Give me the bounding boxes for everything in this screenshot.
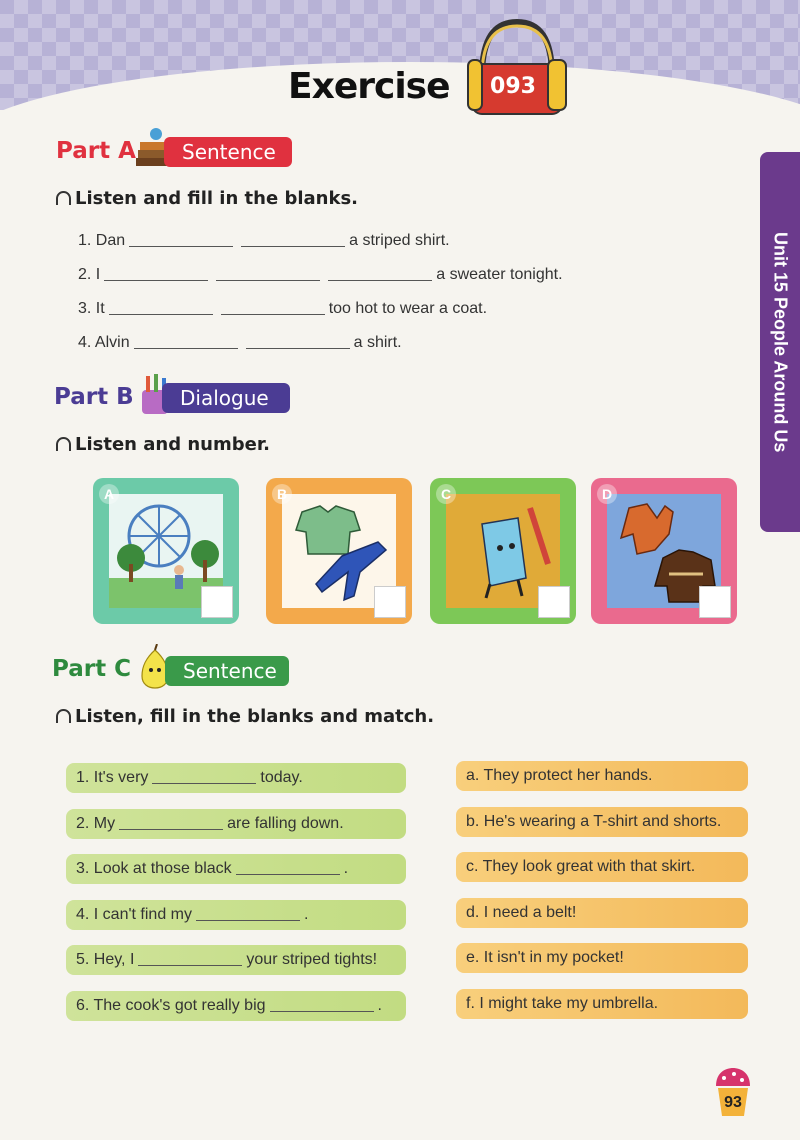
item-text: 2. My	[76, 815, 116, 832]
answer-blank[interactable]	[134, 334, 238, 349]
number-answer-box[interactable]	[374, 586, 406, 618]
part-c-left-6	[66, 991, 406, 1021]
picture-letter: A	[99, 484, 119, 504]
part-c-instruction-text: Listen, fill in the blanks and match.	[75, 706, 435, 727]
part-c-left-2	[66, 809, 406, 839]
answer-blank[interactable]	[109, 300, 213, 315]
item-text: 2. I	[78, 266, 101, 283]
picture-d	[591, 478, 737, 624]
item-text: .	[343, 860, 349, 877]
exercise-title: Exercise	[288, 66, 450, 107]
part-a-item-4	[78, 334, 402, 352]
exercise-number-badge-icon	[462, 16, 572, 116]
part-c-label: Part C	[52, 656, 131, 682]
answer-blank[interactable]	[270, 997, 374, 1012]
answer-blank[interactable]	[221, 300, 325, 315]
answer-blank[interactable]	[246, 334, 350, 349]
part-c-instruction	[56, 706, 434, 727]
part-b-instruction-text: Listen and number.	[75, 434, 270, 455]
part-a-tag: Sentence	[164, 137, 292, 167]
item-text: 1. Dan	[78, 232, 126, 249]
part-c-left-1	[66, 763, 406, 793]
part-a-item-2	[78, 266, 563, 284]
part-c-left-4	[66, 900, 406, 930]
part-c-tag: Sentence	[165, 656, 289, 686]
item-text: 4. I can't find my	[76, 906, 192, 923]
answer-blank[interactable]	[152, 769, 256, 784]
part-a-item-3	[78, 300, 487, 318]
part-c-left-5	[66, 945, 406, 975]
item-text: .	[377, 997, 382, 1014]
answer-blank[interactable]	[216, 266, 320, 281]
part-a-label: Part A	[56, 138, 136, 164]
part-b-tag: Dialogue	[162, 383, 290, 413]
item-text: a striped shirt.	[349, 232, 450, 249]
headphones-icon	[56, 709, 71, 723]
item-text: your striped tights!	[246, 951, 378, 968]
number-answer-box[interactable]	[699, 586, 731, 618]
item-text: a shirt.	[353, 334, 402, 351]
answer-blank[interactable]	[241, 232, 345, 247]
picture-c	[430, 478, 576, 624]
item-text: a sweater tonight.	[436, 266, 563, 283]
item-text: 3. Look at those black	[76, 860, 232, 877]
answer-blank[interactable]	[104, 266, 208, 281]
picture-b	[266, 478, 412, 624]
item-text: 3. It	[78, 300, 105, 317]
page-number: 93	[724, 1094, 742, 1111]
unit-side-tab	[760, 152, 800, 532]
part-c-right-b: b. He's wearing a T-shirt and shorts.	[456, 807, 748, 837]
item-text: 5. Hey, I	[76, 951, 135, 968]
answer-blank[interactable]	[129, 232, 233, 247]
part-a-item-1	[78, 232, 450, 250]
part-c-right-d: d. I need a belt!	[456, 898, 748, 928]
answer-blank[interactable]	[236, 860, 340, 875]
picture-letter: D	[597, 484, 617, 504]
answer-blank[interactable]	[138, 951, 242, 966]
item-text: 4. Alvin	[78, 334, 130, 351]
unit-side-tab-text: Unit 15 People Around Us	[770, 231, 791, 453]
item-text: today.	[260, 769, 303, 786]
answer-blank[interactable]	[196, 906, 300, 921]
part-c-left-3	[66, 854, 406, 884]
item-text: too hot to wear a coat.	[328, 300, 488, 317]
part-a-instruction	[56, 188, 358, 209]
item-text: are falling down.	[227, 815, 344, 832]
part-c-right-c: c. They look great with that skirt.	[456, 852, 748, 882]
picture-letter: B	[272, 484, 292, 504]
picture-a	[93, 478, 239, 624]
answer-blank[interactable]	[328, 266, 432, 281]
exercise-number: 093	[490, 74, 536, 99]
item-text: 1. It's very	[76, 769, 149, 786]
part-c-right-f: f. I might take my umbrella.	[456, 989, 748, 1019]
part-a-instruction-text: Listen and fill in the blanks.	[75, 188, 358, 209]
item-text: .	[304, 906, 309, 923]
part-c-right-e: e. It isn't in my pocket!	[456, 943, 748, 973]
headphones-icon	[56, 437, 71, 451]
item-text: 6. The cook's got really big	[76, 997, 266, 1014]
headphones-icon	[56, 191, 71, 205]
number-answer-box[interactable]	[538, 586, 570, 618]
part-c-right-a: a. They protect her hands.	[456, 761, 748, 791]
part-b-label: Part B	[54, 384, 134, 410]
part-b-instruction	[56, 434, 270, 455]
picture-letter: C	[436, 484, 456, 504]
number-answer-box[interactable]	[201, 586, 233, 618]
answer-blank[interactable]	[119, 815, 223, 830]
